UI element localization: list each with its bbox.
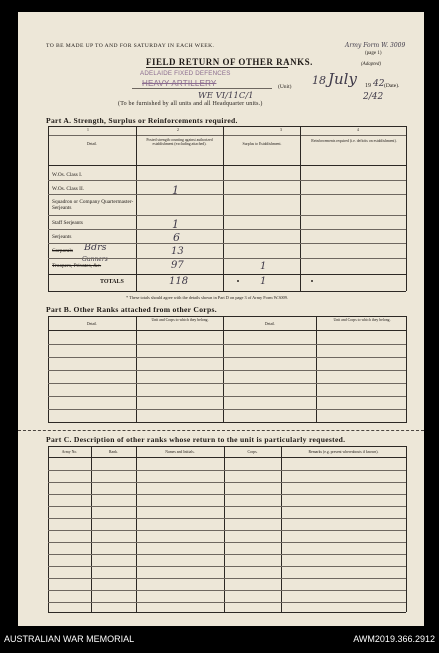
adapted-note: (Adapted) (361, 62, 381, 67)
row-label-troopers: Troopers, Privates, &c. (52, 263, 102, 269)
posted-staff-serjeants: 1 (172, 218, 179, 231)
header-detail: Detail. (86, 142, 98, 146)
part-b-header-detail-1: Detail. (86, 322, 98, 326)
posted-wo2: 1 (172, 184, 179, 197)
perforation-line (18, 430, 424, 431)
part-a-heading: Part A. Strength, Surplus or Reinforcements required. (46, 116, 238, 125)
archive-footer (0, 627, 439, 653)
date-month: July (328, 70, 357, 88)
col-num-4: 4 (357, 128, 359, 132)
unit-stamp-line2: HEAVY ARTILLERY (142, 79, 217, 88)
header-posted: Posted strength counting against authorized establishment (excluding attached). (146, 138, 213, 147)
posted-corporals: 13 (171, 246, 184, 257)
part-b-header-unit-2: Unit and Corps to which they belong. (333, 318, 391, 322)
furnish-note: (To be furnished by all units and all Headquarter units.) (118, 101, 263, 107)
header-reinforcements: Reinforcements required (i.e. deficits on establishment). (311, 139, 397, 143)
unit-handwritten: WE VI/11C/1 (198, 91, 254, 101)
part-c-header-rank: Rank. (109, 450, 118, 454)
part-c-header-army-no: Army No. (61, 450, 78, 454)
surplus-troopers: 1 (260, 261, 267, 272)
made-up-note: TO BE MADE UP TO AND FOR SATURDAY IN EACH WEEK. (46, 43, 215, 49)
row-label-corporals: Corporals (52, 248, 73, 254)
unit-stamp-line1: ADELAIDE FIXED DEFENCES (140, 70, 231, 77)
posted-serjeants: 6 (173, 231, 180, 244)
troopers-handwritten: Gunners (82, 256, 108, 263)
unit-label: (Unit) (278, 84, 292, 90)
row-label-wo2: W.Os. Class II. (52, 186, 85, 192)
corporals-handwritten: Bdrs (84, 242, 107, 253)
row-label-wo1: W.Os. Class I. (52, 172, 83, 178)
posted-troopers: 97 (171, 260, 184, 271)
date-label: (Date). (384, 83, 400, 89)
row-label-staff-serjeants: Staff Serjeants (52, 220, 83, 226)
col-num-2: 2 (177, 128, 179, 132)
part-a-footnote: * These totals should agree with the details shown in Part D on page 3 of Army Form W.3009. (126, 295, 288, 300)
year-suffix: 42 (373, 79, 385, 89)
form-id: Army Form W. 3009 (345, 42, 406, 49)
totals-marker-reinforcements (311, 280, 313, 282)
part-b-header-detail-2: Detail. (264, 322, 276, 326)
totals-label: TOTALS (100, 279, 124, 285)
part-c-header-names: Names and Initials. (165, 450, 195, 454)
form-title: FIELD RETURN OF OTHER RANKS. (146, 57, 313, 67)
row-label-serjeants: Serjeants (52, 234, 72, 240)
footer-accession: AWM2019.366.2912 (353, 634, 435, 644)
col-num-1: 1 (87, 128, 89, 132)
col-num-3: 3 (280, 128, 282, 132)
form-page: (page 1) (365, 51, 382, 56)
totals-posted: 118 (169, 276, 189, 287)
date-day: 18 (312, 74, 326, 87)
part-b-heading: Part B. Other Ranks attached from other Corps. (46, 305, 217, 314)
totals-marker-surplus (237, 280, 239, 282)
footer-institution: AUSTRALIAN WAR MEMORIAL (4, 634, 135, 644)
part-c-heading: Part C. Description of other ranks whose return to the unit is particularly requested. (46, 435, 346, 444)
date-short: 2/42 (363, 92, 384, 102)
part-b-header-unit-1: Unit and Corps to which they belong. (151, 318, 209, 322)
form-sheet (18, 12, 424, 626)
header-surplus: Surplus to Establishment. (242, 142, 282, 146)
year-prefix: 19 (365, 83, 371, 89)
part-c-header-remarks: Remarks (e.g. present whereabouts if known). (308, 450, 379, 454)
totals-surplus: 1 (260, 276, 267, 287)
row-label-cqms: Squadron or Company Quartermaster-Serjeants (52, 199, 134, 211)
part-c-header-corps: Corps. (247, 450, 258, 454)
